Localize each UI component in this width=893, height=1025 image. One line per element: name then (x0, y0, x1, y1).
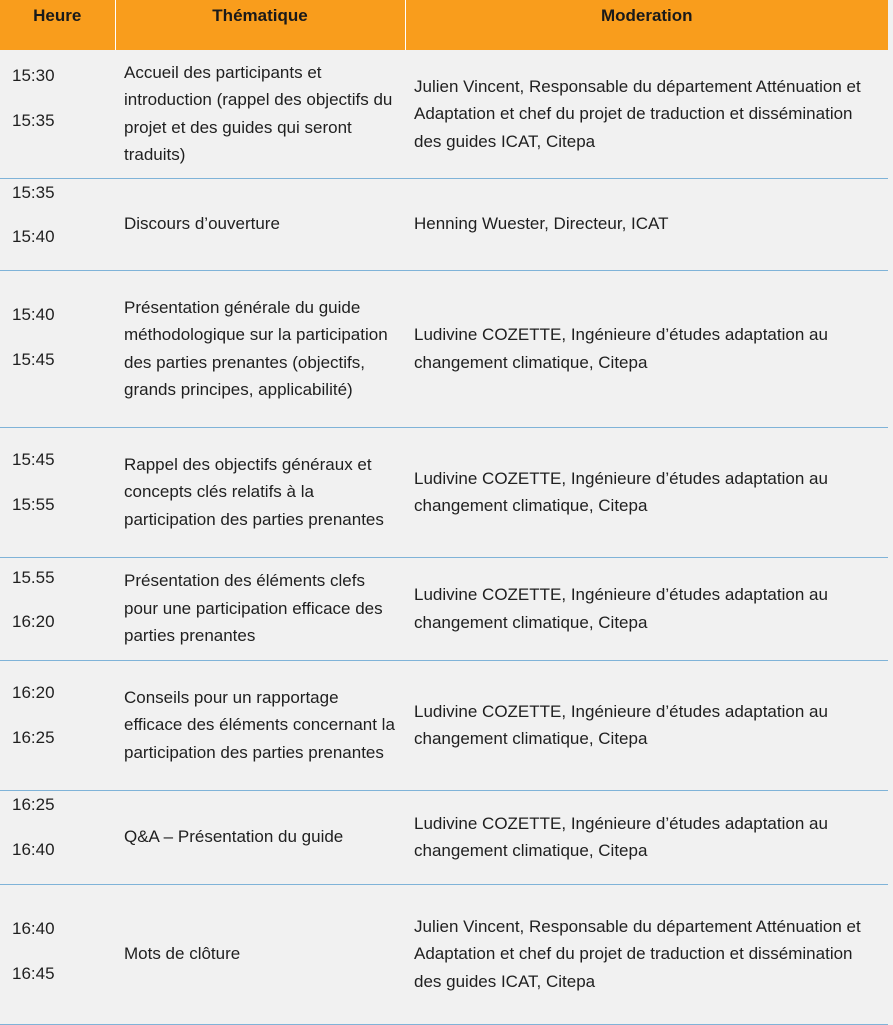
table-row (0, 270, 888, 427)
time-cell (0, 178, 115, 270)
start-time: 16:40 (12, 918, 55, 938)
header-row (0, 0, 888, 50)
moderation-cell: Julien Vincent, Responsable du département Atténuation et Adaptation et chef du projet de traduction et dissémination des guides ICAT, Citepa (405, 884, 888, 1024)
moderation-cell: Henning Wuester, Directeur, ICAT (405, 178, 888, 270)
time-cell (0, 427, 115, 557)
table-row (0, 557, 888, 660)
moderation-cell: Ludivine COZETTE, Ingénieure d’études adaptation au changement climatique, Citepa (405, 427, 888, 557)
table-row (0, 660, 888, 790)
time-cell (0, 557, 115, 660)
theme-cell: Accueil des participants et introduction (rappel des objectifs du projet et des guides qui seront traduits) (115, 50, 405, 178)
end-time: 16:45 (12, 964, 55, 983)
header-thematique: Thématique (115, 0, 405, 50)
end-time: 16:40 (12, 840, 55, 859)
end-time: 15:40 (12, 227, 55, 246)
theme-cell: Mots de clôture (115, 884, 405, 1024)
theme-cell: Rappel des objectifs généraux et concepts clés relatifs à la participation des parties prenantes (115, 427, 405, 557)
moderation-cell: Ludivine COZETTE, Ingénieure d’études adaptation au changement climatique, Citepa (405, 270, 888, 427)
start-time: 15:40 (12, 304, 55, 324)
table-row (0, 790, 888, 884)
end-time: 16:20 (12, 612, 55, 631)
theme-cell: Q&A – Présentation du guide (115, 790, 405, 884)
table-row (0, 427, 888, 557)
theme-cell: Discours d’ouverture (115, 178, 405, 270)
time-cell (0, 660, 115, 790)
start-time: 15.55 (12, 567, 55, 587)
time-cell (0, 50, 115, 178)
start-time: 16:20 (12, 682, 55, 702)
table-row (0, 178, 888, 270)
header-heure: Heure (0, 0, 115, 50)
moderation-cell: Ludivine COZETTE, Ingénieure d’études adaptation au changement climatique, Citepa (405, 660, 888, 790)
start-time: 15:30 (12, 66, 55, 85)
start-time: 16:25 (12, 794, 55, 814)
table-row (0, 884, 888, 1024)
time-cell (0, 884, 115, 1024)
start-time: 15:35 (12, 182, 55, 202)
end-time: 15:55 (12, 495, 55, 514)
time-cell (0, 790, 115, 884)
table-row (0, 50, 888, 178)
moderation-cell: Ludivine COZETTE, Ingénieure d’études adaptation au changement climatique, Citepa (405, 557, 888, 660)
theme-cell: Présentation des éléments clefs pour une participation efficace des parties prenantes (115, 557, 405, 660)
end-time: 16:25 (12, 728, 55, 747)
theme-cell: Conseils pour un rapportage efficace des éléments concernant la participation des parties prenantes (115, 660, 405, 790)
moderation-cell: Ludivine COZETTE, Ingénieure d’études adaptation au changement climatique, Citepa (405, 790, 888, 884)
end-time: 15:35 (12, 110, 55, 130)
moderation-cell: Julien Vincent, Responsable du département Atténuation et Adaptation et chef du projet de traduction et dissémination des guides ICAT, Citepa (405, 50, 888, 178)
start-time: 15:45 (12, 449, 55, 469)
header-moderation: Moderation (405, 0, 888, 50)
end-time: 15:45 (12, 350, 55, 369)
time-cell (0, 270, 115, 427)
theme-cell: Présentation générale du guide méthodologique sur la participation des parties prenantes (objectifs, grands principes, applicabilité) (115, 270, 405, 427)
